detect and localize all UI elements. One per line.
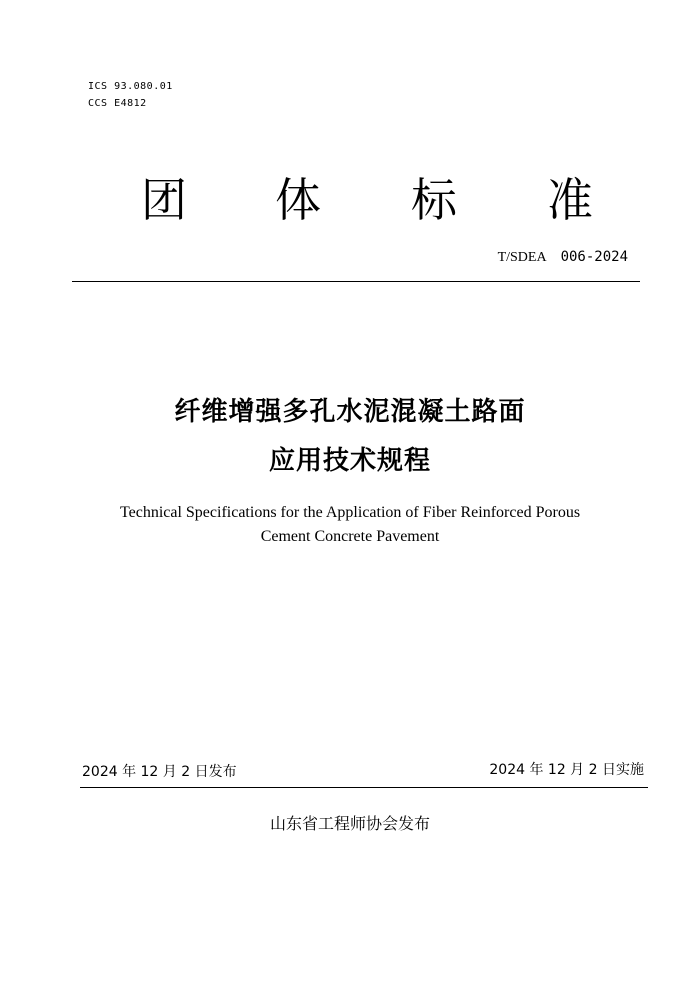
top-divider	[72, 281, 640, 282]
chinese-title-line-1: 纤维增强多孔水泥混凝土路面	[174, 397, 526, 427]
english-title-line-2: Cement Concrete Pavement	[260, 528, 440, 545]
document-type-char: 标	[411, 173, 457, 227]
publish-date: 2024 年 12 月 2 日发布	[82, 764, 237, 780]
document-type-heading	[0, 170, 700, 230]
chinese-title-line-2: 应用技术规程	[268, 446, 431, 476]
document-type-char: 体	[275, 173, 321, 227]
standard-number-code: 006-2024	[560, 249, 628, 265]
bottom-divider	[80, 787, 648, 788]
standard-number-prefix: T/SDEA	[497, 250, 547, 265]
ccs-code: CCS E4812	[88, 98, 147, 109]
document-type-char: 准	[547, 173, 593, 227]
document-type-char: 团	[141, 173, 187, 227]
classification-codes	[88, 78, 173, 112]
english-title-line-1: Technical Specifications for the Application of Fiber Reinforced Porous	[119, 504, 581, 521]
publisher: 山东省工程师协会发布	[269, 814, 430, 833]
ics-code: ICS 93.080.01	[88, 81, 173, 92]
standard-number	[498, 249, 628, 266]
implementation-date: 2024 年 12 月 2 日实施	[489, 762, 644, 778]
